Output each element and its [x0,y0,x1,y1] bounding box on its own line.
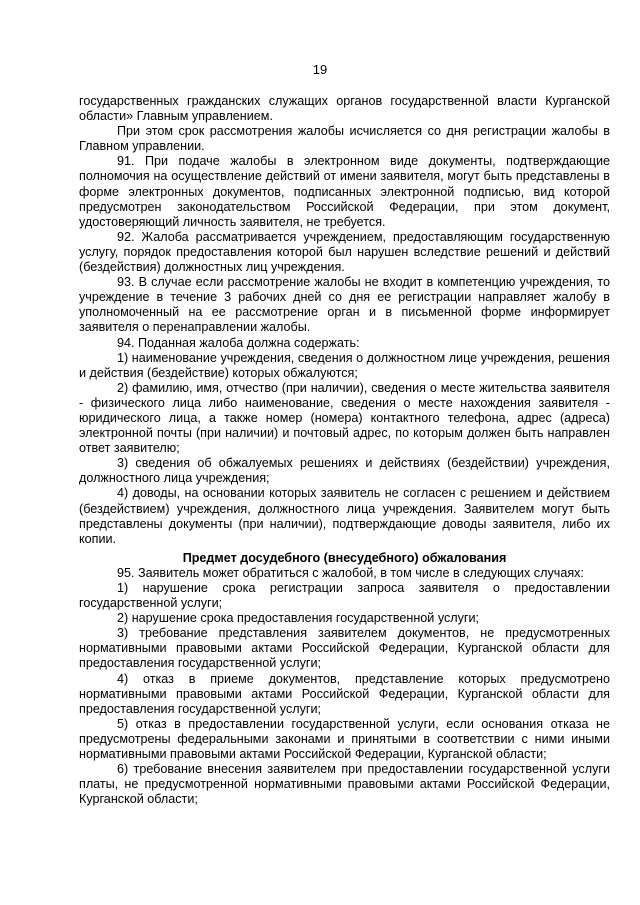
list-item: 1) нарушение срока регистрации запроса заявителя о предоставлении государственной услуги; [79,581,610,611]
list-item: 4) доводы, на основании которых заявитель не согласен с решением и действием (бездействием) учреждения, должностного лица учреждения. Заявителем могут быть представлены документы (при наличии), подтверждающие доводы заявителя, либо их копии. [79,486,610,546]
list-item: 1) наименование учреждения, сведения о должностном лице учреждения, решения и действия (бездействие) которых обжалуются; [79,350,610,380]
list-item: 3) сведения об обжалуемых решениях и действиях (бездействии) учреждения, должностного лица учреждения; [79,456,610,486]
list-item: 3) требование представления заявителем документов, не предусмотренных нормативными правовыми актами Российской Федерации, Курганской области для предоставления государственной услуги; [79,626,610,671]
list-item: 6) требование внесения заявителем при предоставлении государственной услуги платы, не предусмотренной нормативными правовыми актами Российской Федерации, Курганской области; [79,762,610,807]
paragraph-item-93: 93. В случае если рассмотрение жалобы не входит в компетенцию учреждения, то учреждение в течение 3 рабочих дней со дня ее регистрации направляет жалобу в уполномоченный на ее рассмотрение орган и в письменной форме информирует заявителя о перенаправлении жалобы. [79,275,610,335]
list-item: 2) фамилию, имя, отчество (при наличии), сведения о месте жительства заявителя - физического лица либо наименование, сведения о месте нахождения заявителя - юридического лица, а также номер (номера) контактного телефона, адрес (адреса) электронной почты (при наличии) и почтовый адрес, по которым должен быть направлен ответ заявителю; [79,380,610,456]
paragraph: При этом срок рассмотрения жалобы исчисляется со дня регистрации жалобы в Главном управлении. [79,124,610,154]
paragraph-item-91: 91. При подаче жалобы в электронном виде документы, подтверждающие полномочия на осуществление действий от имени заявителя, могут быть представлены в форме электронных документов, подписанных электронной подписью, вид которой предусмотрен законодательством Российской Федерации, при этом документ, удостоверяющий личность заявителя, не требуется. [79,154,610,229]
section-heading: Предмет досудебного (внесудебного) обжалования [182,550,507,565]
paragraph-item-94: 94. Поданная жалоба должна содержать: [117,335,360,350]
list-item: 2) нарушение срока предоставления государственной услуги; [117,611,480,626]
paragraph-item-92: 92. Жалоба рассматривается учреждением, предоставляющим государственную услугу, порядок предоставления которой был нарушен вследствие решений и действий (бездействия) должностных лиц учреждения. [79,229,610,275]
paragraph: государственных гражданских служащих органов государственной власти Курганской области» Главным управлением. [79,94,610,124]
paragraph-item-95: 95. Заявитель может обратиться с жалобой, в том числе в следующих случаях: [117,565,584,580]
list-item: 5) отказ в предоставлении государственной услуги, если основания отказа не предусмотрены федеральными законами и принятыми в соответствии с ними иными нормативными правовыми актами Российской Федерации, Курганской области; [79,716,610,762]
page-number: 19 [312,62,328,77]
list-item: 4) отказ в приеме документов, представление которых предусмотрено нормативными правовыми актами Российской Федерации, Курганской области для предоставления государственной услуги; [79,671,610,716]
document-body [79,94,610,807]
